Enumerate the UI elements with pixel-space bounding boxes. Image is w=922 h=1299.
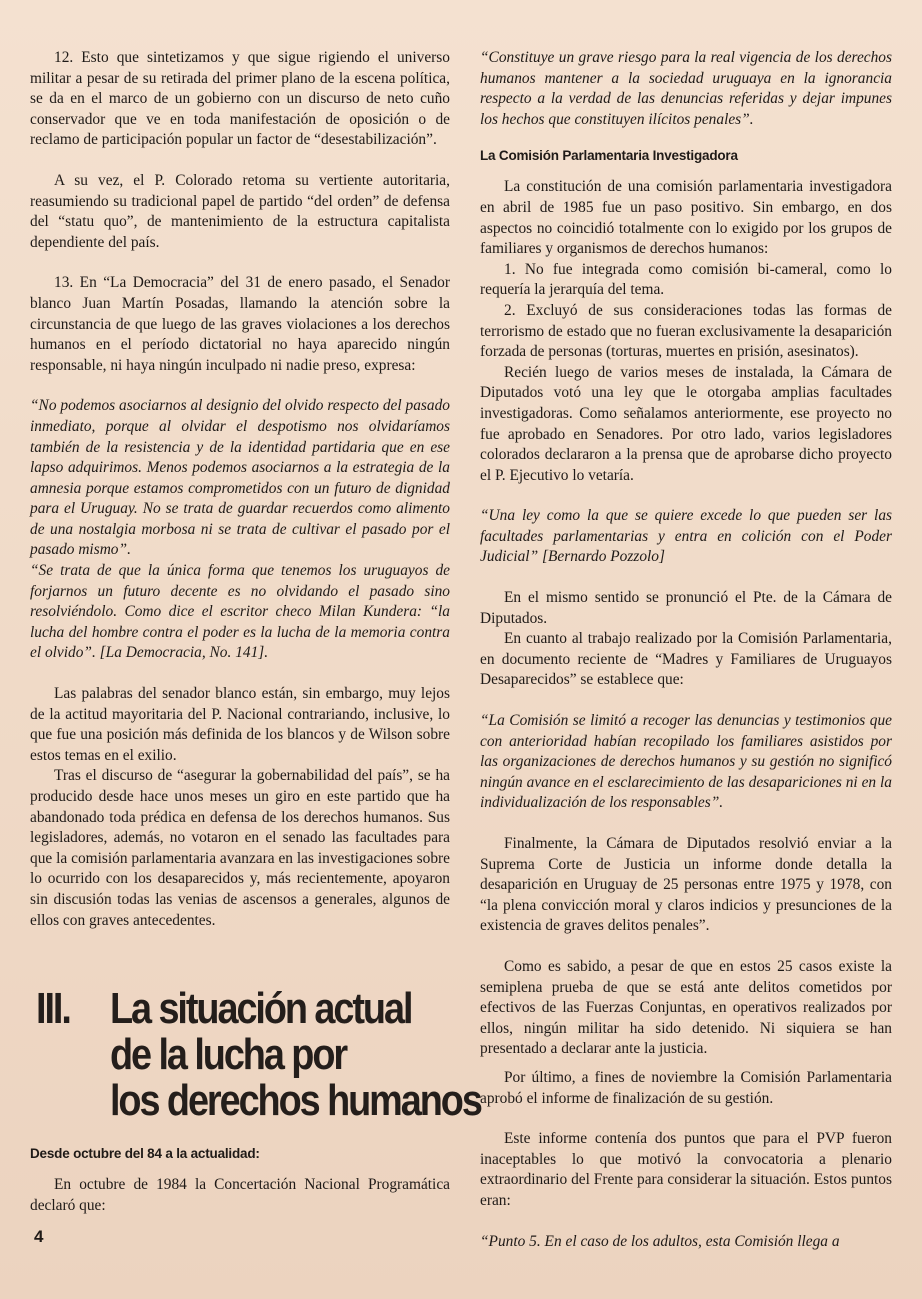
section-title-line-3: los derechos humanos <box>109 1076 481 1125</box>
paragraph-gobernabilidad: Tras el discurso de “asegurar la gobernabilidad del país”, se ha producido desde hace unos meses un giro en este partido que ha abandonado toda prédica en defensa de los derechos humanos. Sus legisladores, además, no votaron en el senado las facultades para que la comisión parlamentaria avanzara en las investigaciones sobre lo ocurrido con los desaparecidos y, más recientemente, apoyaron sin discusión todas las venias de ascensos a generales, algunos de ellos con graves antecedentes. <box>30 767 450 929</box>
page-number: 4 <box>34 1227 44 1246</box>
paragraph-por-ultimo: Por último, a fines de noviembre la Comisión Parlamentaria aprobó el informe de finalización de su gestión. <box>480 1068 892 1107</box>
subheading-desde-octubre: Desde octubre del 84 a la actualidad: <box>30 1146 260 1161</box>
quote-punto-5: “Punto 5. En el caso de los adultos, esta Comisión llega a <box>480 1232 840 1250</box>
subheading-comision: La Comisión Parlamentaria Investigadora <box>480 148 738 164</box>
list-item-1: 1. No fue integrada como comisión bi-cameral, como lo requería la jerarquía del tema. <box>480 260 892 299</box>
paragraph-concertacion: En octubre de 1984 la Concertación Nacional Programática declaró que: <box>30 1176 450 1214</box>
quote-pozzolo: “Una ley como la que se quiere excede lo que pueden ser las facultades parlamentarias y entra en colición con el Poder Judicial” [Bernardo Pozzolo] <box>480 507 892 566</box>
paragraph-13: 13. En “La Democracia” del 31 de enero pasado, el Senador blanco Juan Martín Posadas, llamando la atención sobre la circunstancia de que luego de las graves violaciones a los derechos humanos en el período dictatorial no haya aparecido ningún responsable, ni haya ningún inculpado ni nadie preso, expresa: <box>30 274 450 374</box>
section-title-line-1: La situación actual <box>109 984 412 1033</box>
paragraph-constitucion-comision: La constitución de una comisión parlamentaria investigadora en abril de 1985 fue un paso positivo. Sin embargo, en dos aspectos no coincidió totalmente con lo exigido por los grupos de familiares y organismos de derechos humanos: <box>480 178 892 258</box>
quote-posadas-2: “Se trata de que la única forma que tenemos los uruguayos de forjarnos un futuro decente es no olvidando el pasado sino resolviéndolo. Como dice el escritor checo Milan Kundera: “la lucha del hombre contra el poder es la lucha de la memoria contra el olvido”. [La Democracia, No. 141]. <box>30 562 450 662</box>
paragraph-senador-blanco: Las palabras del senador blanco están, sin embargo, muy lejos de la actitud mayoritaria del P. Nacional contrariando, inclusive, lo que fue una posición más definida de los blancos y de Wilson sobre estos temas en el exilio. <box>30 685 450 764</box>
list-item-2: 2. Excluyó de sus consideraciones todas las formas de terrorismo de estado que no fueran exclusivamente la desaparición forzada de personas (torturas, muertes en prisión, asesinatos). <box>480 301 892 361</box>
left-bottom-block <box>30 1146 450 1216</box>
left-column <box>30 48 450 931</box>
section-number: III. <box>36 984 70 1033</box>
quote-madres-familiares: “La Comisión se limitó a recoger las denuncias y testimonios que con anterioridad habían recopilado los familiares asistidos por las organizaciones de derechos humanos y su gestión no significó ningún avance en el esclarecimiento de las desapariciones ni en la individualización de los responsables”. <box>480 712 892 812</box>
quote-concertacion: “Constituye un grave riesgo para la real vigencia de los derechos humanos mantener a la sociedad uruguaya en la ignorancia respecto a la verdad de las denuncias referidas y dejar impunes los hechos que constituyen ilícitos penales”. <box>480 49 892 128</box>
paragraph-este-informe: Este informe contenía dos puntos que para el PVP fueron inaceptables lo que motivó la convocatoria a plenario extraordinario del Frente para considerar la situación. Estos puntos eran: <box>480 1130 892 1209</box>
paragraph-como-es-sabido: Como es sabido, a pesar de que en estos 25 casos existe la semiplena prueba de que se está ante delitos cometidos por efectivos de las Fuerzas Conjuntas, en operativos realizados por ellos, ningún militar ha sido detenido. Ni siquiera se han presentado a declarar ante la justicia. <box>480 957 892 1058</box>
quote-posadas-1: “No podemos asociarnos al designio del olvido respecto del pasado inmediato, porque al olvidar el despotismo nos olvidaríamos también de la resistencia y de la identidad partidaria que en ese lapso adquirimos. Menos podemos asociarnos a la estrategia de la amnesia porque estamos comprometidos con un futuro de dignidad para el Uruguay. No se trata de guardar recuerdos como alimento de una nostalgia morbosa ni se trata de cultivar el pasado por el pasado mismo”. <box>30 397 450 559</box>
paragraph-finalmente: Finalmente, la Cámara de Diputados resolvió enviar a la Suprema Corte de Justicia un informe donde detalla la desaparición en Uruguay de 25 personas entre 1975 y 1978, con “la plena convicción moral y claros indicios y presunciones de la existencia de graves delitos penales”. <box>480 835 892 935</box>
paragraph-colorado: A su vez, el P. Colorado retoma su vertiente autoritaria, reasumiendo su tradicional papel de partido “del orden” de defensa del “statu quo”, de mantenimiento de la estructura capitalista dependiente del país. <box>30 171 450 251</box>
section-title-line-2: de la lucha por <box>109 1030 347 1079</box>
paragraph-camara-diputados: Recién luego de varios meses de instalada, la Cámara de Diputados votó una ley que le otorgaba amplias facultades investigadoras. Como señalamos anteriormente, ese proyecto no fue aprobado en Senadores. Por otro lado, varios legisladores colorados declararon a la prensa que de aprobarse dicho proyecto el P. Ejecutivo lo vetaría. <box>480 363 892 484</box>
paragraph-pte-camara: En el mismo sentido se pronunció el Pte. de la Cámara de Diputados. <box>480 589 892 627</box>
paragraph-12: 12. Esto que sintetizamos y que sigue rigiendo el universo militar a pesar de su retirada del primer plano de la escena política, se da en el marco de un gobierno con un discurso de neto cuño conservador que ve en toda manifestación de oposición o de reclamo de participación popular un factor de “desestabilización”. <box>30 49 450 149</box>
paragraph-trabajo-comision: En cuanto al trabajo realizado por la Comisión Parlamentaria, en documento reciente de “Madres y Familiares de Uruguayos Desaparecidos” se establece que: <box>480 630 892 689</box>
right-column <box>480 48 892 1252</box>
